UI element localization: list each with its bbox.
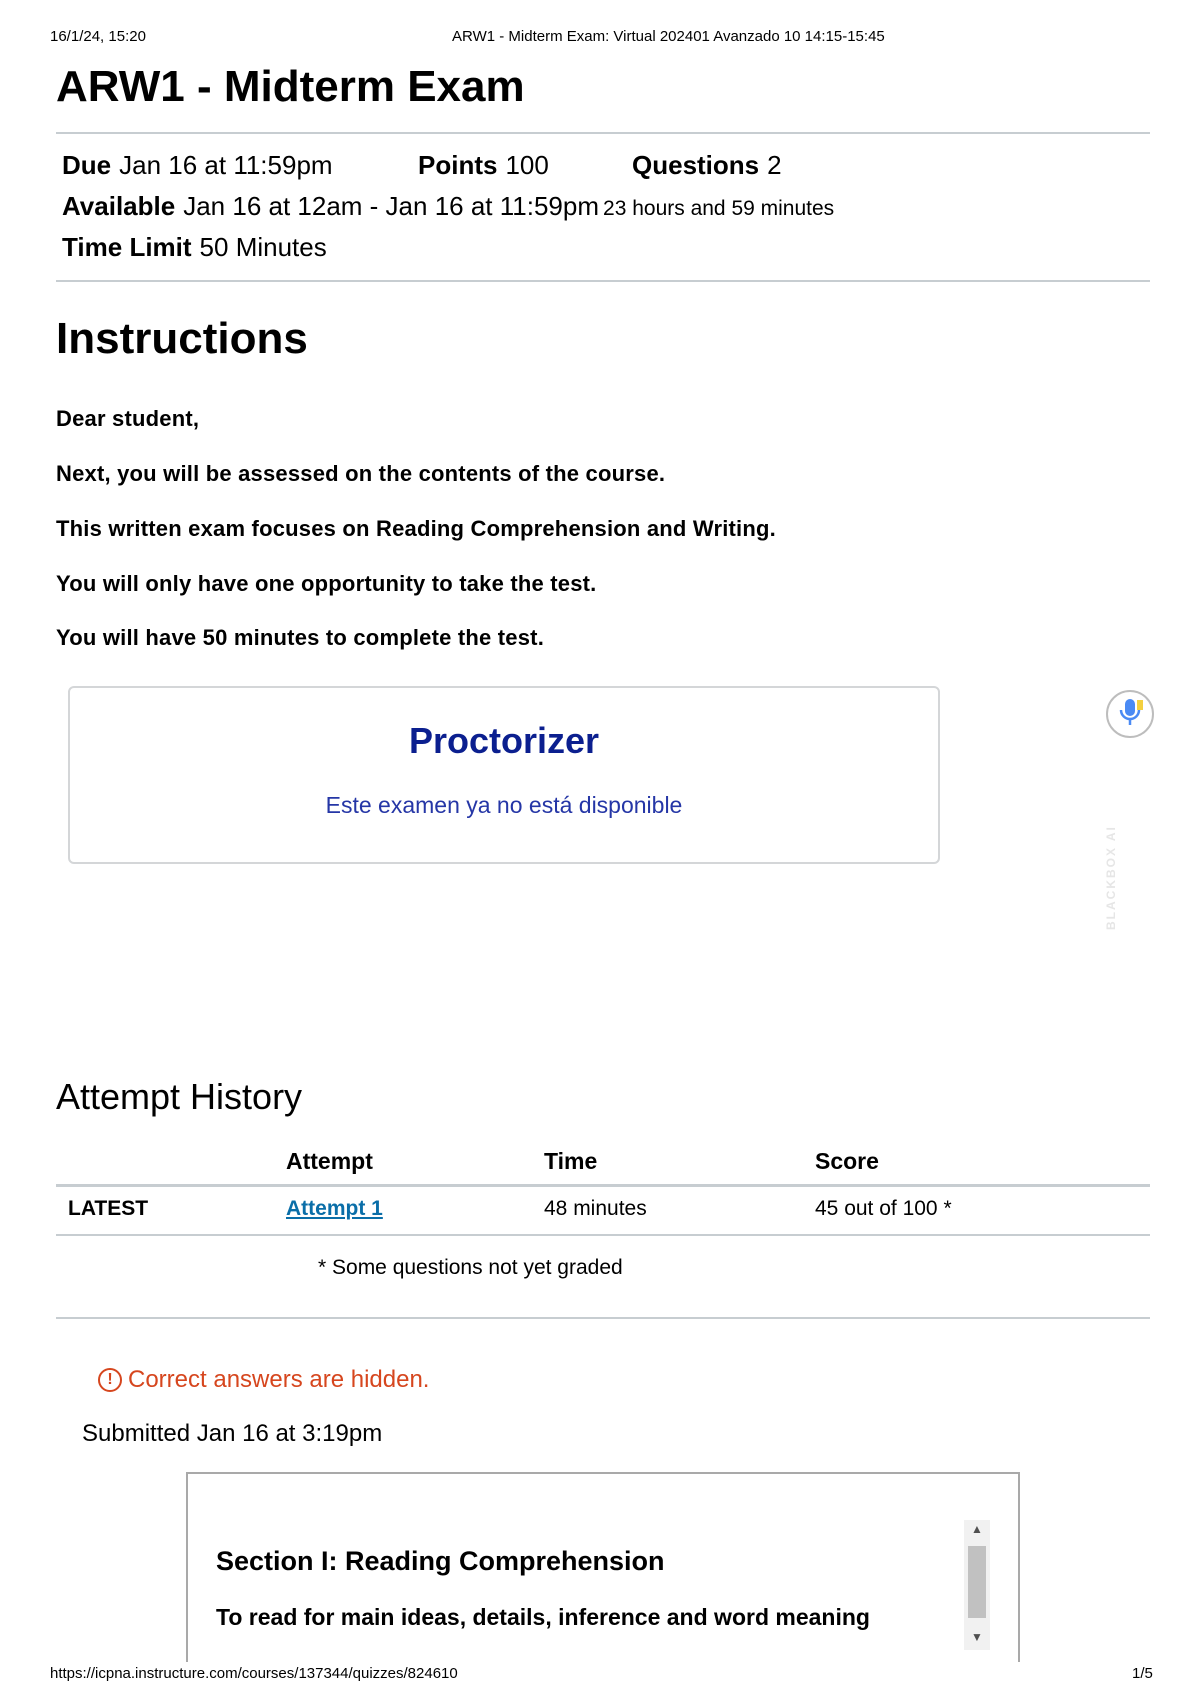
due-value: Jan 16 at 11:59pm: [119, 150, 333, 180]
available-value: Jan 16 at 12am - Jan 16 at 11:59pm: [183, 191, 600, 221]
submitted-timestamp: Submitted Jan 16 at 3:19pm: [82, 1420, 383, 1447]
microphone-button[interactable]: [1106, 690, 1154, 738]
column-header-time: Time: [544, 1148, 598, 1174]
print-header-title: ARW1 - Midterm Exam: Virtual 202401 Avanzado 10 14:15-15:45: [452, 28, 885, 45]
instruction-paragraph: You will only have one opportunity to take the test.: [56, 571, 597, 596]
attempt-1-link[interactable]: Attempt 1: [286, 1197, 383, 1220]
print-date: 16/1/24, 15:20: [50, 28, 146, 45]
microphone-icon: [1117, 697, 1143, 732]
table-header-divider: [56, 1184, 1150, 1187]
instruction-paragraph: Next, you will be assessed on the contents of the course.: [56, 461, 666, 486]
frame-scrollbar[interactable]: [964, 1520, 990, 1650]
divider: [56, 280, 1150, 282]
meta-time-limit: [62, 232, 327, 263]
correct-answers-hidden-notice: [98, 1366, 429, 1394]
instructions-heading: Instructions: [56, 314, 308, 363]
attempt-time: 48 minutes: [544, 1197, 647, 1220]
side-brand-text: BLACKBOX AI: [1104, 825, 1118, 930]
attempt-score: 45 out of 100 *: [815, 1197, 952, 1220]
row-label-latest: LATEST: [68, 1197, 149, 1220]
page-title: ARW1 - Midterm Exam: [56, 62, 525, 111]
points-label: Points: [418, 150, 498, 180]
meta-questions: [632, 150, 782, 181]
time-limit-label: Time Limit: [62, 232, 192, 262]
instruction-paragraph: You will have 50 minutes to complete the test.: [56, 625, 545, 650]
available-label: Available: [62, 191, 176, 221]
warning-icon: !: [98, 1368, 122, 1392]
question-frame[interactable]: [186, 1472, 1020, 1662]
questions-label: Questions: [632, 150, 760, 180]
print-footer-url: https://icpna.instructure.com/courses/137344/quizzes/824610: [50, 1665, 458, 1682]
scroll-up-arrow-icon[interactable]: ▲: [971, 1522, 983, 1536]
divider: [56, 132, 1150, 134]
section-heading: Section I: Reading Comprehension: [216, 1546, 665, 1576]
proctorizer-panel: [68, 686, 940, 864]
meta-points: [418, 150, 549, 181]
questions-value: 2: [767, 150, 782, 180]
instruction-paragraph: This written exam focuses on Reading Comprehension and Writing.: [56, 516, 776, 541]
instruction-paragraph: Dear student,: [56, 406, 200, 431]
scroll-down-arrow-icon[interactable]: ▼: [971, 1630, 983, 1644]
scroll-thumb[interactable]: [968, 1546, 986, 1618]
print-page-number: 1/5: [1132, 1665, 1153, 1682]
meta-due: [62, 150, 333, 181]
attempt-history-heading: Attempt History: [56, 1076, 303, 1117]
correct-answers-hidden-text: Correct answers are hidden.: [128, 1366, 430, 1393]
column-header-score: Score: [815, 1148, 879, 1174]
divider: [56, 1317, 1150, 1319]
points-value: 100: [505, 150, 549, 180]
column-header-attempt: Attempt: [286, 1148, 373, 1174]
due-label: Due: [62, 150, 112, 180]
available-remaining: 23 hours and 59 minutes: [603, 197, 835, 220]
grading-footnote: * Some questions not yet graded: [318, 1256, 623, 1279]
section-subtitle: To read for main ideas, details, inference and word meaning: [216, 1604, 870, 1630]
meta-available: [62, 191, 834, 222]
time-limit-value: 50 Minutes: [199, 232, 327, 262]
proctorizer-message: Este examen ya no está disponible: [325, 792, 683, 818]
proctorizer-title: Proctorizer: [408, 720, 600, 761]
table-row-divider: [56, 1234, 1150, 1236]
